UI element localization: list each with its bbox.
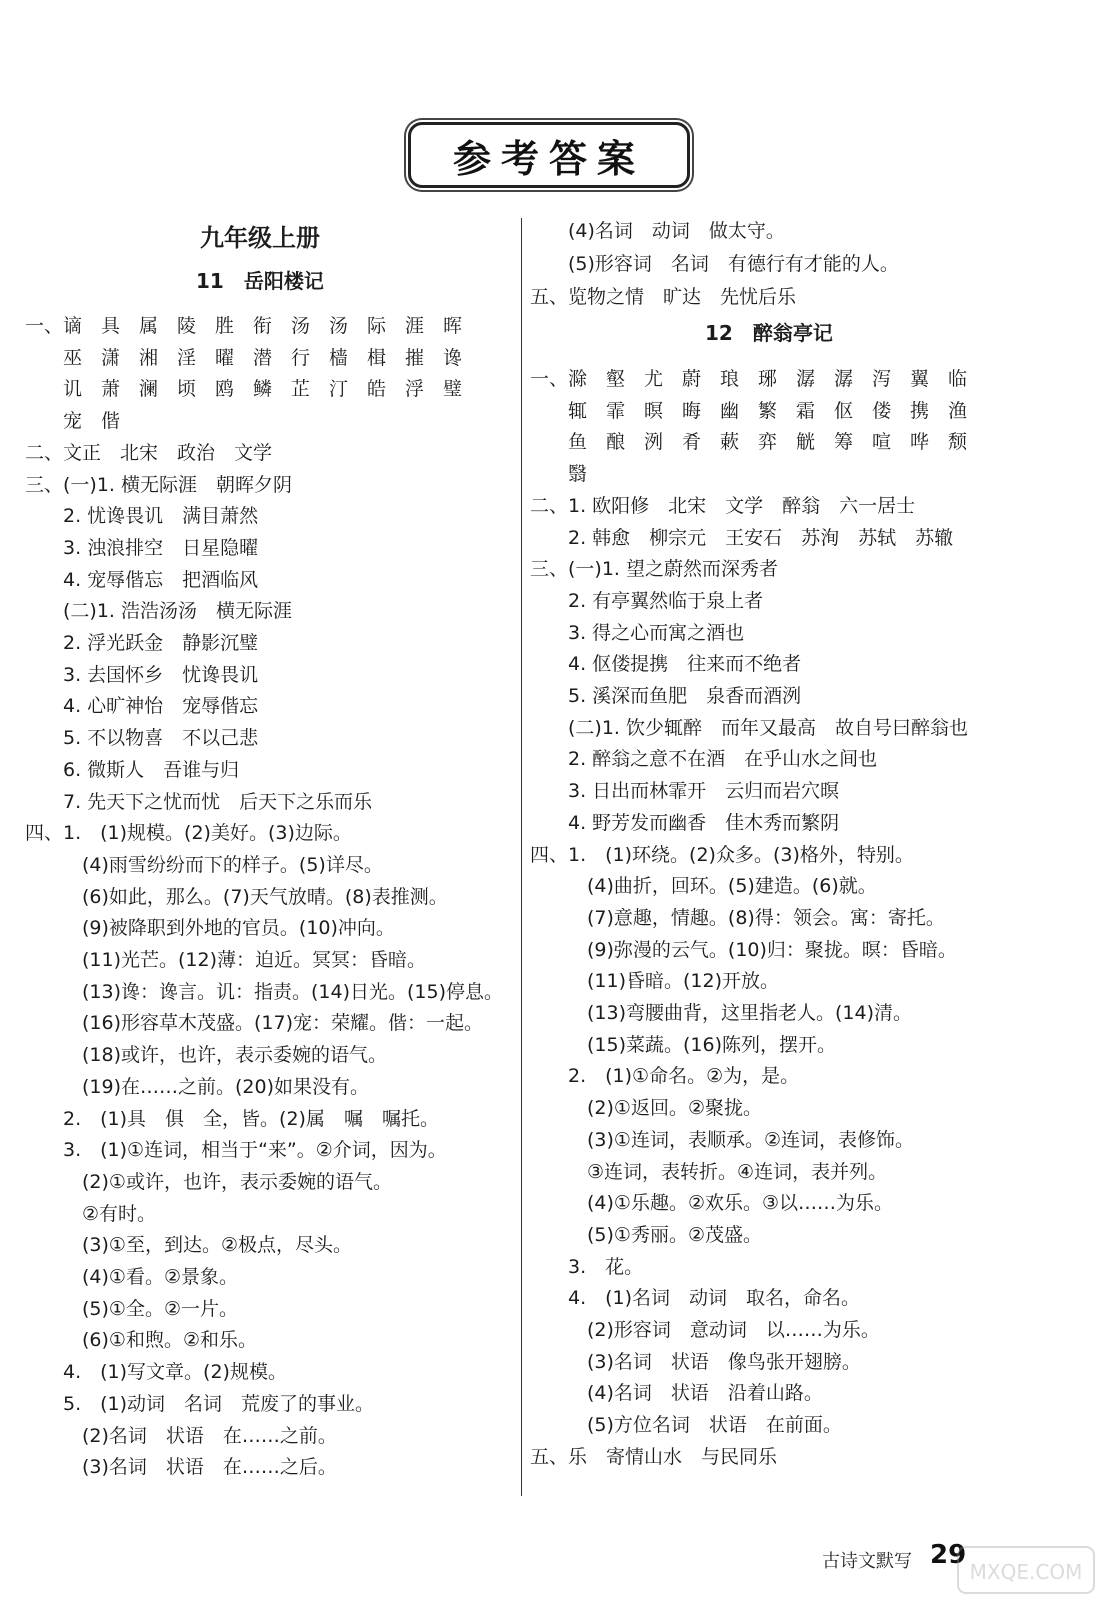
answer-line: (4)雨雪纷纷而下的样子。(5)详尽。 (25, 853, 383, 876)
answer-line: 3. 得之心而寓之酒也 (530, 621, 745, 644)
answer-line: (2)形容词 意动词 以……为乐。 (530, 1319, 880, 1341)
answer-line: (16)形容草木茂盛。(17)宠：荣耀。偕：一起。 (25, 1012, 484, 1035)
answer-line: 4. 宠辱偕忘 把酒临风 (25, 568, 259, 591)
answer-line: (7)意趣，情趣。(8)得：领会。寓：寄托。 (530, 906, 945, 929)
answer-line: (二)1. 浩浩汤汤 横无际涯 (25, 600, 292, 623)
answer-line: 3. 日出而林霏开 云归而岩穴暝 (530, 780, 840, 803)
answer-line: 宠 偕 (25, 410, 121, 433)
answer-line: (11)昏暗。(12)开放。 (530, 970, 780, 993)
answer-line: 4. 心旷神怡 宠辱偕忘 (25, 695, 259, 718)
answer-line: 2. (1)①命名。②为，是。 (530, 1065, 800, 1088)
answer-line: 4. (1)写文章。(2)规模。 (25, 1361, 287, 1384)
answer-line: 3. 浊浪排空 日星隐曜 (25, 536, 259, 559)
answer-line: 二、文正 北宋 政治 文学 (25, 441, 273, 464)
answer-line: 2. (1)具 俱 全，皆。(2)属 嘱 嘱托。 (25, 1107, 439, 1130)
answer-line: 二、1. 欧阳修 北宋 文学 醉翁 六一居士 (530, 494, 916, 517)
answer-line: (6)如此，那么。(7)天气放晴。(8)表推测。 (25, 885, 448, 908)
answer-line: (5)方位名词 状语 在前面。 (530, 1414, 842, 1437)
answer-line: (19)在……之前。(20)如果没有。 (25, 1075, 370, 1098)
title-box (408, 122, 690, 188)
answer-line: (2)①返回。②聚拢。 (530, 1097, 762, 1120)
answer-line: 4. 伛偻提携 往来而不绝者 (530, 653, 802, 676)
answer-line: 5. 溪深而鱼肥 泉香而酒洌 (530, 685, 802, 707)
page-number: 29 (930, 1540, 967, 1570)
answer-line: 2. 浮光跃金 静影沉璧 (25, 632, 259, 654)
answer-line: 一、滁 壑 尤 蔚 琅 琊 潺 潺 泻 翼 临 (530, 368, 968, 390)
answer-line: (4)名词 动词 做太守。 (530, 220, 785, 242)
answer-line: 3. 去国怀乡 忧谗畏讥 (25, 663, 259, 686)
answer-line: (18)或许，也许，表示委婉的语气。 (25, 1044, 388, 1067)
answer-line: (3)名词 状语 像鸟张开翅膀。 (530, 1350, 861, 1373)
answer-line: 五、览物之情 旷达 先忧后乐 (530, 286, 797, 308)
answer-line: 巫 潇 湘 淫 曜 潜 行 樯 楫 摧 谗 (25, 346, 463, 369)
answer-line: (9)被降职到外地的官员。(10)冲向。 (25, 917, 395, 940)
answer-line: (13)弯腰曲背，这里指老人。(14)清。 (530, 1002, 913, 1024)
answer-line: 2. 醉翁之意不在酒 在乎山水之间也 (530, 748, 878, 771)
answer-line: (11)光芒。(12)薄：迫近。冥冥：昏暗。 (25, 949, 427, 971)
lesson-title-11: 11 岳阳楼记 (196, 269, 324, 293)
answer-line: (5)①秀丽。②茂盛。 (530, 1223, 762, 1246)
answer-line: 2. 忧谗畏讥 满目萧然 (25, 505, 259, 528)
answer-line: (2)①或许，也许，表示委婉的语气。 (25, 1170, 392, 1193)
answer-line: 2. 韩愈 柳宗元 王安石 苏洵 苏轼 苏辙 (530, 526, 954, 549)
answer-line: (二)1. 饮少辄醉 而年又最高 故自号曰醉翁也 (530, 716, 968, 739)
answer-line: (3)①连词，表顺承。②连词，表修饰。 (530, 1128, 914, 1151)
answer-line: 讥 萧 澜 顷 鸥 鳞 芷 汀 皓 浮 璧 (25, 378, 463, 401)
answer-line: 一、谪 具 属 陵 胜 衔 汤 汤 际 涯 晖 (25, 315, 463, 337)
answer-line: (6)①和煦。②和乐。 (25, 1329, 257, 1352)
answer-line: (5)①全。②一片。 (25, 1297, 238, 1320)
answer-line: 四、1. (1)规模。(2)美好。(3)边际。 (25, 822, 352, 845)
answer-line: (13)谗：谗言。讥：指责。(14)日光。(15)停息。 (25, 980, 504, 1003)
answer-line: 翳 (530, 463, 588, 486)
answer-line: 鱼 酿 洌 肴 蔌 弈 觥 筹 喧 哗 颓 (530, 431, 968, 454)
answer-line: 6. 微斯人 吾谁与归 (25, 758, 240, 781)
answer-line: 辄 霏 暝 晦 幽 繁 霜 伛 偻 携 渔 (530, 399, 968, 422)
answer-line: 2. 有亭翼然临于泉上者 (530, 589, 764, 612)
answer-line: 4. (1)名词 动词 取名，命名。 (530, 1287, 861, 1310)
answer-line: ②有时。 (25, 1202, 157, 1225)
answer-line: 7. 先天下之忧而忧 后天下之乐而乐 (25, 790, 373, 813)
answer-line: 5. (1)动词 名词 荒废了的事业。 (25, 1392, 375, 1415)
answer-line: (4)①看。②景象。 (25, 1266, 238, 1288)
footer-label: 古诗文默写 (822, 1551, 912, 1572)
watermark-logo (956, 1545, 1096, 1595)
answer-line: 4. 野芳发而幽香 佳木秀而繁阴 (530, 811, 840, 834)
answer-line: 3. (1)①连词，相当于“来”。②介词，因为。 (25, 1139, 447, 1162)
answer-line: 三、(一)1. 横无际涯 朝晖夕阴 (25, 473, 292, 496)
lesson-title-12: 12 醉翁亭记 (705, 321, 833, 345)
answer-line: (4)名词 状语 沿着山路。 (530, 1382, 823, 1405)
answer-line: (4)曲折，回环。(5)建造。(6)就。 (530, 875, 877, 898)
answer-line: (3)①至，到达。②极点，尽头。 (25, 1234, 352, 1257)
answer-line: 3. 花。 (530, 1255, 644, 1278)
answer-line: 五、乐 寄情山水 与民同乐 (530, 1445, 778, 1468)
answer-line: (3)名词 状语 在……之后。 (25, 1456, 337, 1479)
answer-line: (4)①乐趣。②欢乐。③以……为乐。 (530, 1192, 894, 1215)
page-title: 参考答案 (452, 136, 645, 181)
column-divider (521, 218, 522, 1496)
answer-line: 三、(一)1. 望之蔚然而深秀者 (530, 558, 778, 581)
answer-line: (5)形容词 名词 有德行有才能的人。 (530, 253, 899, 275)
answer-line: (15)菜蔬。(16)陈列，摆开。 (530, 1033, 837, 1056)
answer-line: (2)名词 状语 在……之前。 (25, 1424, 337, 1447)
watermark-text: MXQE.COM (969, 1560, 1083, 1584)
answer-line: 5. 不以物喜 不以己悲 (25, 727, 259, 750)
answer-line: 四、1. (1)环绕。(2)众多。(3)格外，特别。 (530, 843, 914, 866)
answer-line: (9)弥漫的云气。(10)归：聚拢。暝：昏暗。 (530, 938, 957, 961)
grade-heading: 九年级上册 (200, 224, 320, 252)
answer-line: ③连词，表转折。④连词，表并列。 (530, 1160, 888, 1183)
